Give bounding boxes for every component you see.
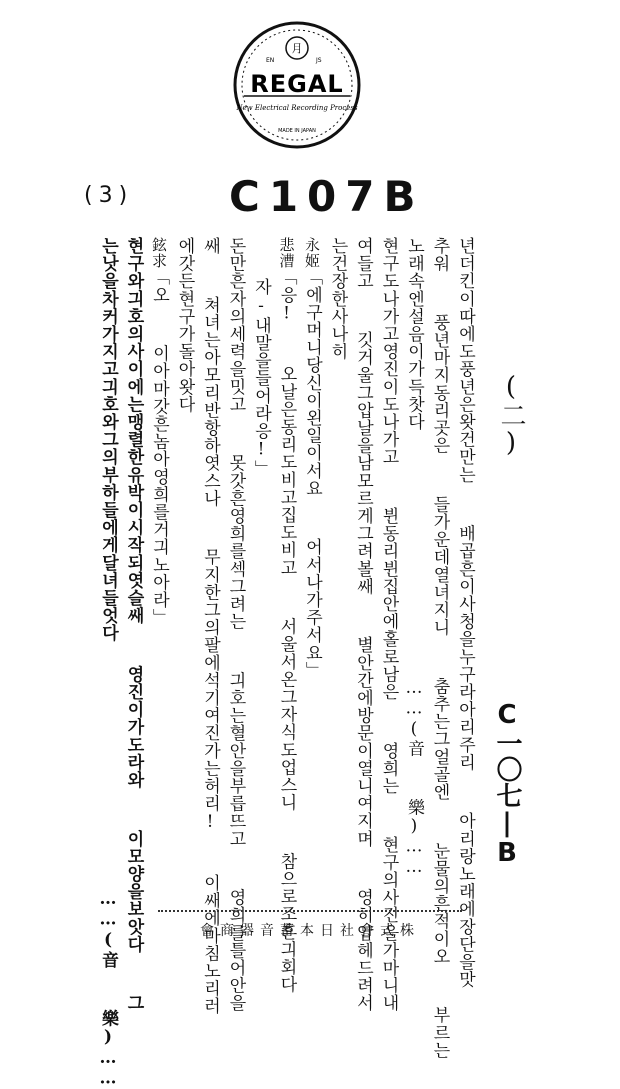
publisher-footer: 會商器音蓄本日社會式株 (200, 923, 420, 939)
text-column (404, 237, 424, 878)
text-column (200, 237, 220, 1015)
regal-logo (232, 20, 362, 150)
column-text: 년더킨이따에도풍년은왓건만는 배곱흔이사청을누구라아리주리 아리랑노래에장단을맛 (455, 237, 475, 989)
text-column (378, 237, 399, 1012)
text-column (303, 237, 320, 837)
speaker-label: 悲漕 (277, 237, 296, 269)
footer-divider (158, 910, 462, 912)
column-text: 현구와긔호의사이에는맹렬한유박이시작되엿슬쌔 영진이가도라와 이모양을보앗다 그 (123, 237, 144, 1012)
text-column (429, 237, 450, 1059)
speaker-label: 永姬 (303, 237, 321, 269)
text-column (276, 237, 297, 994)
logo-small-right: JS (316, 57, 322, 64)
column-text: 돈만흔자의세력을밋고 못갓흔영희를섹그려는 긔호는혈안을부릅뜨고 영희를틀어안을 (225, 237, 246, 1012)
part-label: (二) (496, 372, 526, 458)
logo-tagline: New Electrical Recording Process (236, 104, 358, 112)
text-column (252, 237, 269, 837)
column-text: 는건장한사나히 (327, 237, 348, 361)
text-column (225, 237, 246, 1012)
column-text: 「에구머니당신이왼일이서요 어서나가주서요」 (302, 268, 322, 680)
column-text: 현구도나가고영진이도나가고 뷘동리뷘집안에홀로남은 영희는 현구의사진을가마니내 (378, 237, 399, 1012)
side-catalog-code: C一〇七|B (492, 700, 522, 868)
column-text: 는낫을차커가지고긔호와그의부하들에게달녀들엇다 ……(音 樂)…… (98, 237, 118, 1089)
text-column (329, 237, 346, 837)
text-column (98, 237, 118, 1089)
text-column (353, 237, 373, 1012)
logo-small-left: EN (266, 57, 275, 64)
column-text: 노래속엔설음이가득찻다 ……(音 樂)…… (404, 237, 424, 878)
column-text: 자-내말을들어라응!」 (251, 237, 271, 478)
page-number: (3) (84, 183, 134, 208)
text-column (455, 237, 475, 989)
column-text: 「오 이아마갓흔놈아영희를거긔노아라」 (149, 268, 169, 627)
logo-bottom-text: MADE IN JAPAN (278, 128, 316, 134)
catalog-number: C107B (229, 172, 425, 221)
text-column (123, 237, 144, 1012)
text-column (176, 237, 193, 837)
text-column (150, 237, 167, 837)
logo-brand: REGAL (250, 70, 344, 98)
svg-text:月: 月 (291, 42, 303, 55)
column-text: 「응! 오날은동리도비고집도비고 서울서온그자식도업스니 참으로조흔긔회다 (276, 268, 297, 994)
speaker-label: 鉉求 (150, 237, 168, 269)
column-text: 추워 풍년마지동리곳은 들가운데열녀지니 춤추는그얼골엔 눈물의흔적이오 부르는 (429, 237, 450, 1059)
column-text: 여들고 깃거울그압날을남모르게그려볼쌔 별안간에방문이열니여지며 영히압헤드려서 (353, 237, 373, 1012)
column-text: 에갓든현구가돌아왓다 (174, 237, 195, 413)
column-text: 쌔 쳐녀는아모리반항하엿스나 무지한그의팔에석기여진가는허리! 이쌔에마침노리러 (200, 237, 220, 1015)
